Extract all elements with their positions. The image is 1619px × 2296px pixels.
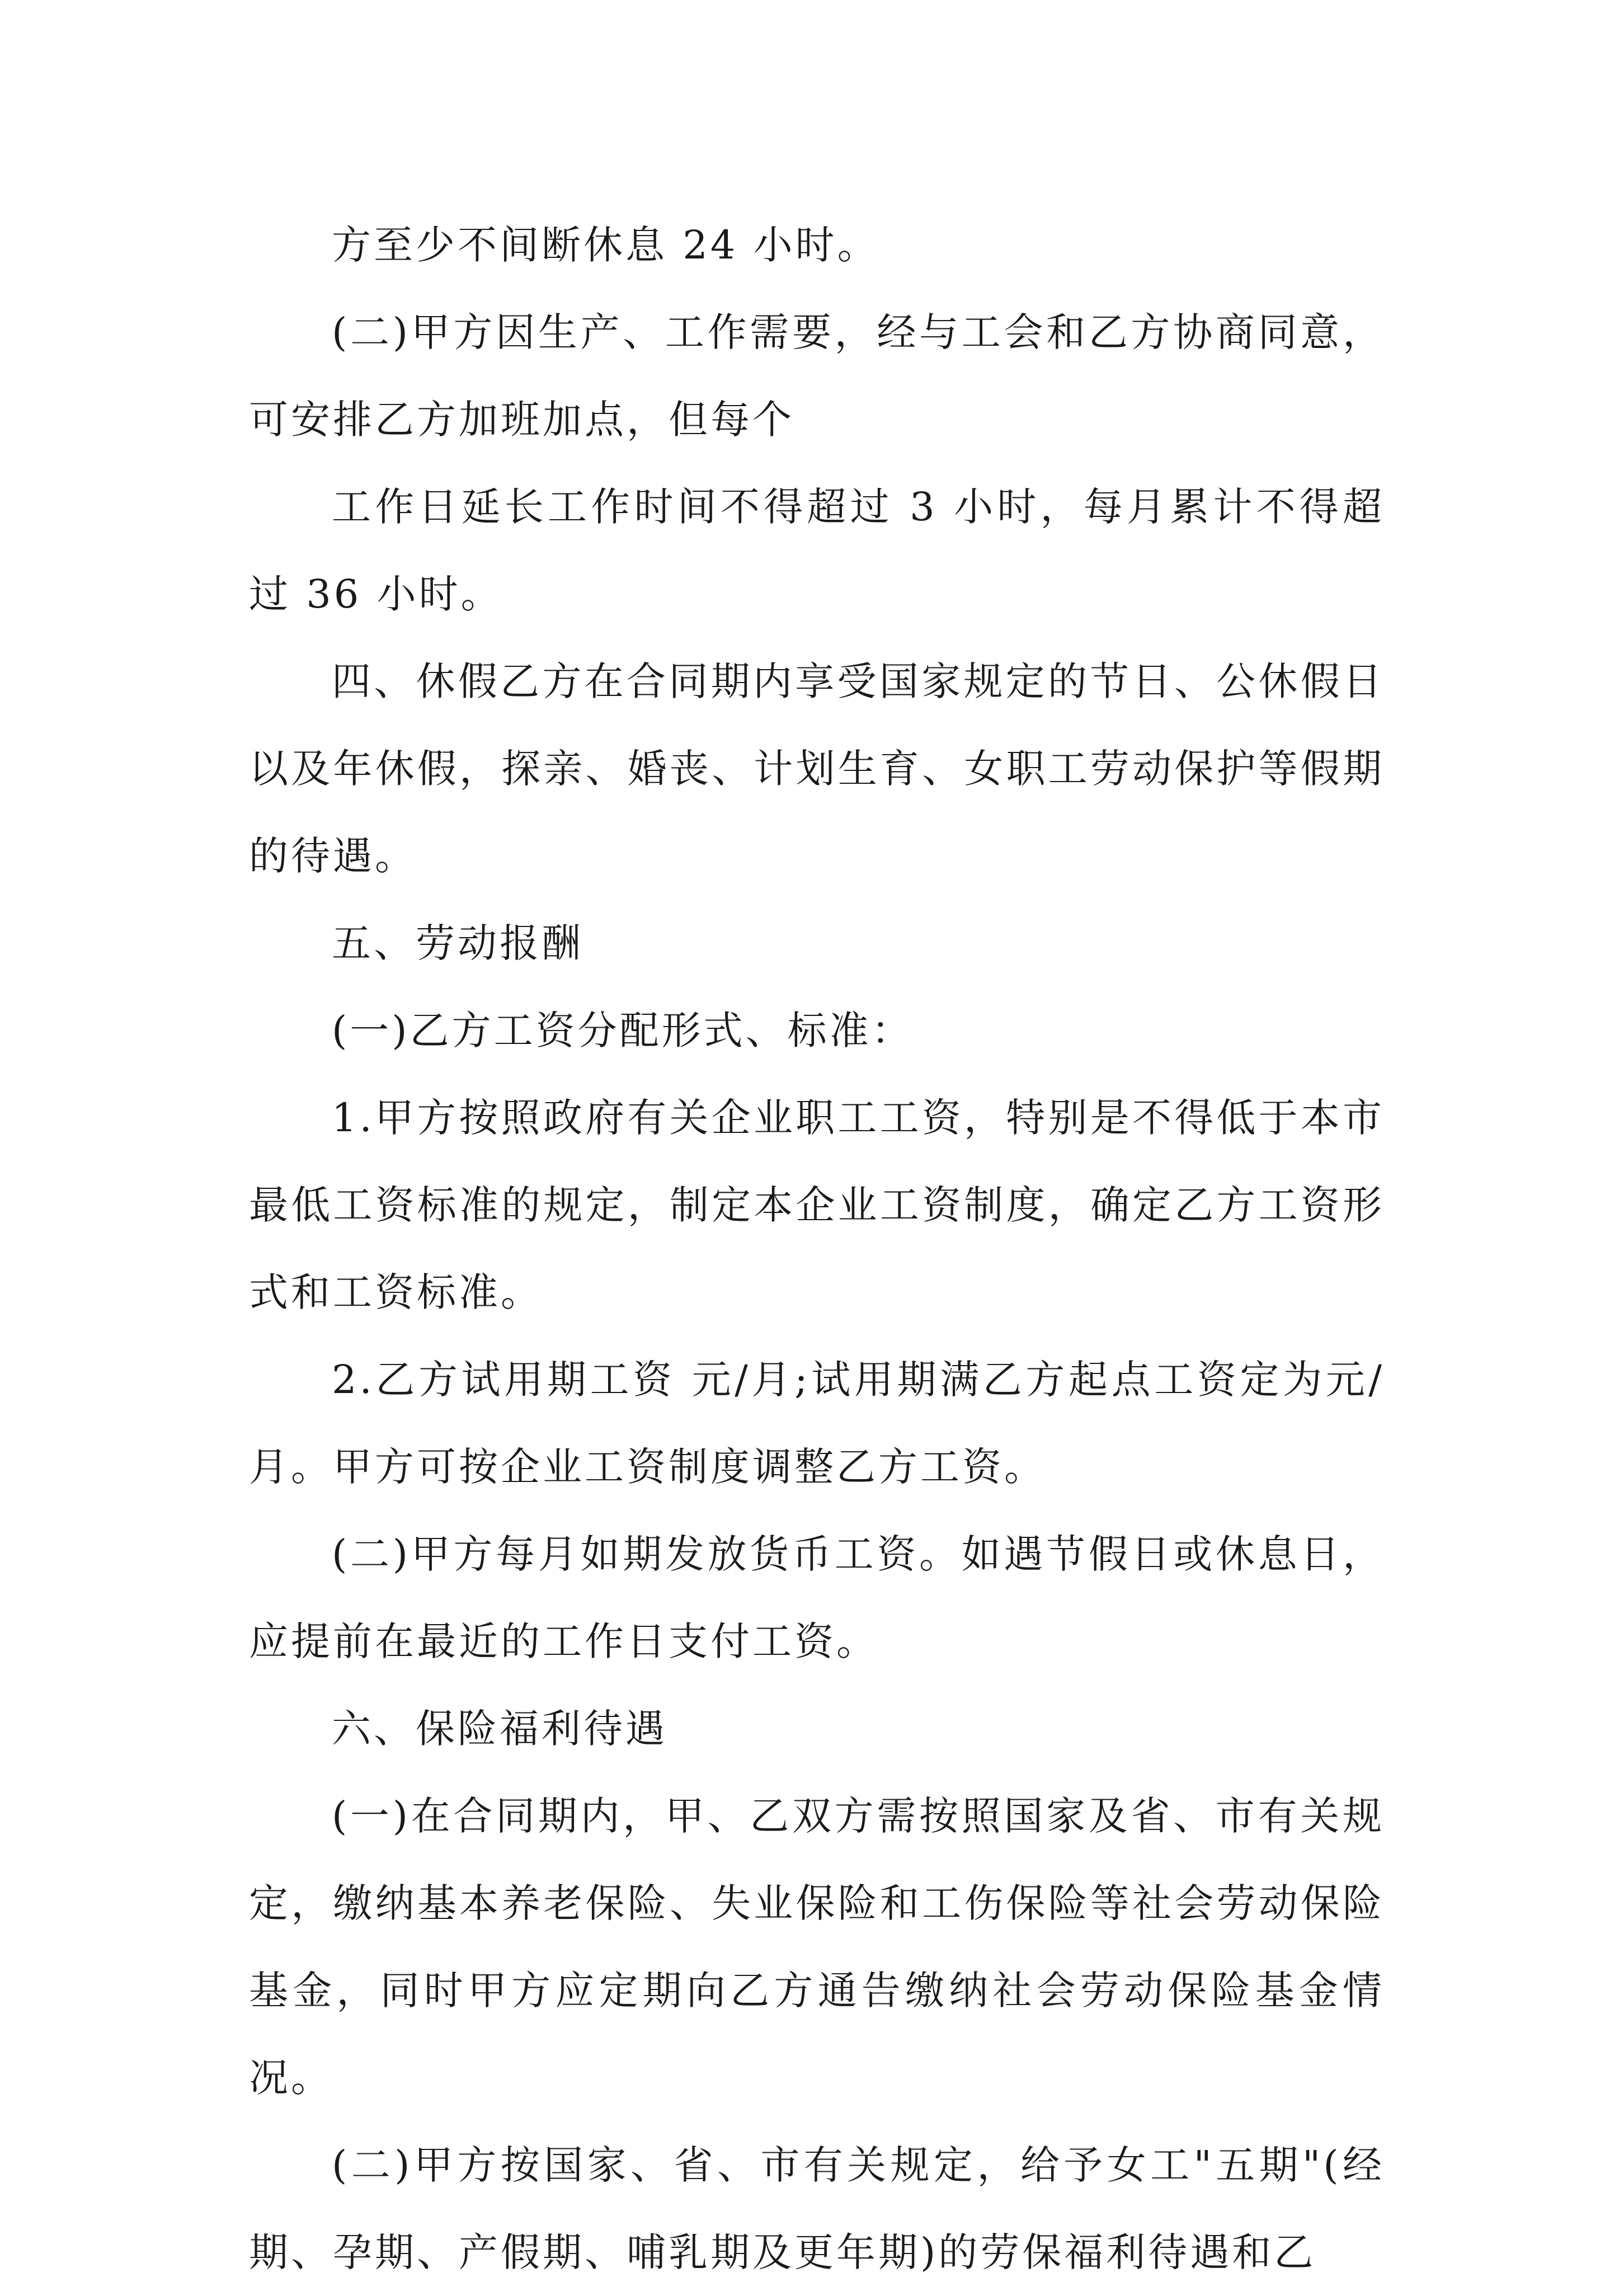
document-body <box>249 201 1385 2296</box>
paragraph-wage-payment: (二)甲方每月如期发放货币工资。如遇节假日或休息日，应提前在最近的工作日支付工资。 <box>249 1531 1385 1664</box>
paragraph-rest-continuation: 方至少不间断休息 24 小时。 <box>332 222 879 268</box>
paragraph-vacation: 四、休假乙方在合同期内享受国家规定的节日、公休假日以及年休假，探亲、婚丧、计划生育、女职工劳动保护等假期的待遇。 <box>249 658 1385 879</box>
heading-insurance-welfare: 六、保险福利待遇 <box>332 1706 667 1752</box>
paragraph-overtime-limit: 工作日延长工作时间不得超过 3 小时，每月累计不得超过 36 小时。 <box>249 484 1385 617</box>
paragraph-female-workers: (二)甲方按国家、省、市有关规定，给予女工"五期"(经期、孕期、产假期、哺乳期及更年期)的劳保福利待遇和乙 <box>249 2142 1385 2275</box>
paragraph-wage-system: 1.甲方按照政府有关企业职工工资，特别是不得低于本市最低工资标准的规定，制定本企业工资制度，确定乙方工资形式和工资标准。 <box>249 1095 1385 1315</box>
paragraph-overtime: (二)甲方因生产、工作需要，经与工会和乙方协商同意，可安排乙方加班加点，但每个 <box>249 309 1385 443</box>
paragraph-social-insurance: (一)在合同期内，甲、乙双方需按照国家及省、市有关规定，缴纳基本养老保险、失业保险和工伤保险等社会劳动保险基金，同时甲方应定期向乙方通告缴纳社会劳动保险基金情况。 <box>249 1793 1385 2101</box>
paragraph-wage-form: (一)乙方工资分配形式、标准： <box>332 1008 914 1053</box>
heading-remuneration: 五、劳动报酬 <box>332 920 583 966</box>
paragraph-probation-wage: 2.乙方试用期工资 元/月;试用期满乙方起点工资定为元/月。甲方可按企业工资制度调整乙方工资。 <box>249 1357 1385 1490</box>
